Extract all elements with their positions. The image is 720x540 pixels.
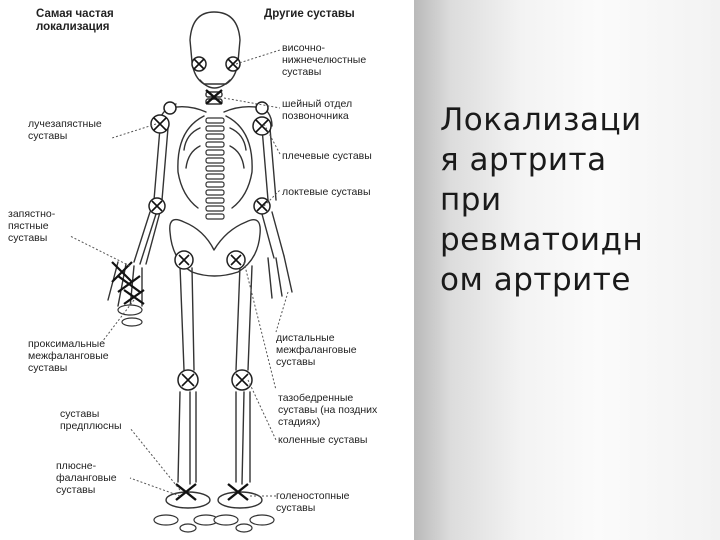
label-hip-joints: тазобедренные суставы (на поздних стадиях) <box>278 392 378 428</box>
ribcage-left <box>178 116 204 208</box>
toe <box>250 515 274 525</box>
right-tibia <box>236 392 250 484</box>
leader-line <box>244 262 276 390</box>
leader-line <box>112 124 156 138</box>
right-hand <box>268 256 292 298</box>
vertebra <box>206 158 224 163</box>
label-cervical-spine: шейный отдел позвоночника <box>282 98 353 122</box>
vertebra <box>206 214 224 219</box>
label-wrist-joints: лучезапястные суставы <box>28 118 102 142</box>
vertebra <box>206 190 224 195</box>
label-metatarsophalangeal-joints: плюсне- фаланговые суставы <box>56 460 117 496</box>
label-knee-joints: коленные суставы <box>278 434 368 446</box>
toe <box>180 524 196 532</box>
leader-line <box>236 50 280 64</box>
toe <box>214 515 238 525</box>
left-header: Самая частая локализация <box>36 8 114 33</box>
fingertip <box>122 318 142 326</box>
vertebra <box>206 142 224 147</box>
ribcage-right <box>226 116 252 208</box>
left-tibia <box>178 392 196 484</box>
shoulder-joint-right <box>256 102 268 114</box>
right-humerus <box>262 128 276 200</box>
leader-line <box>276 292 288 332</box>
label-proximal-interphalangeal-joints: проксимальные межфаланговые суставы <box>28 338 109 374</box>
left-hand-joint-markers <box>112 262 144 304</box>
fingertip <box>118 305 142 315</box>
vertebra <box>206 126 224 131</box>
right-header: Другие суставы <box>264 8 355 20</box>
shoulder-joint-left <box>164 102 176 114</box>
slide-title: Локализаци я артрита при ревматоидн ом артрите <box>440 102 644 298</box>
leader-line <box>130 478 180 496</box>
label-ankle-joints: голеностопные суставы <box>276 490 350 514</box>
vertebra <box>206 166 224 171</box>
skull <box>190 12 240 84</box>
leader-line <box>248 380 276 440</box>
vertebra <box>206 174 224 179</box>
left-humerus <box>154 128 168 200</box>
label-temporomandibular-joints: височно- нижнечелюстные суставы <box>282 42 367 78</box>
vertebra <box>206 206 224 211</box>
toe <box>154 515 178 525</box>
vertebra <box>206 198 224 203</box>
label-shoulder-joints: плечевые суставы <box>282 150 372 162</box>
toe <box>236 524 252 532</box>
vertebra <box>206 182 224 187</box>
label-tarsus-joints: суставы предплюсны <box>60 408 122 432</box>
vertebra <box>206 134 224 139</box>
leader-line <box>70 236 130 266</box>
right-femur <box>236 266 252 370</box>
left-femur <box>180 266 194 370</box>
right-forearm <box>262 212 284 258</box>
label-elbow-joints: локтевые суставы <box>282 186 371 198</box>
vertebra <box>206 118 224 123</box>
label-distal-interphalangeal-joints: дистальные межфаланговые суставы <box>276 332 357 368</box>
left-forearm <box>134 212 160 264</box>
label-metacarpophalangeal-joints: запястно- пястные суставы <box>8 208 56 244</box>
vertebra <box>206 150 224 155</box>
